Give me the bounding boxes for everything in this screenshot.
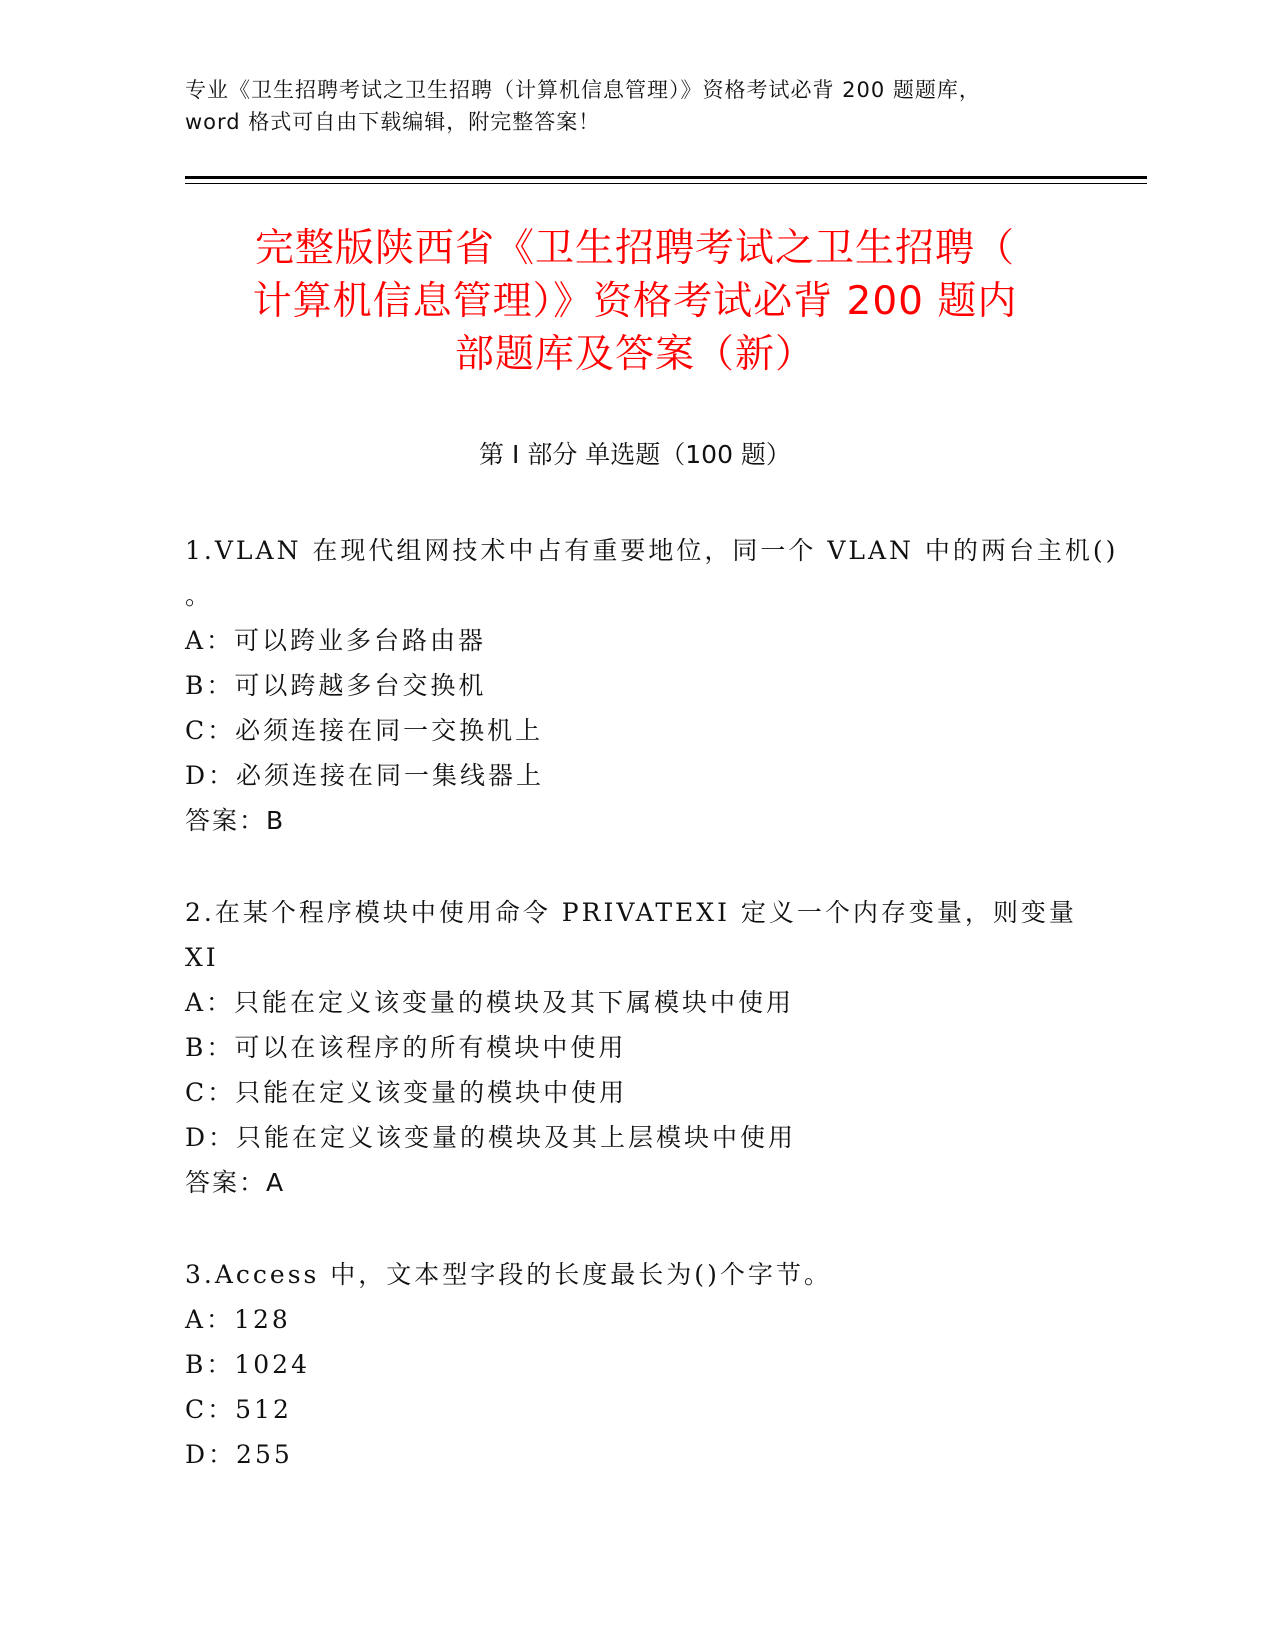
option-a: A：可以跨业多台路由器 — [185, 626, 487, 655]
question-3 — [185, 1252, 1105, 1477]
header-note-line-2: word 格式可自由下载编辑，附完整答案！ — [185, 110, 601, 134]
option-c: C：512 — [185, 1395, 292, 1424]
question-stem: 1.VLAN 在现代组网技术中占有重要地位，同一个 VLAN 中的两台主机() — [185, 536, 1119, 565]
question-stem-continued: XI — [185, 943, 219, 972]
option-b: B：可以跨越多台交换机 — [185, 671, 487, 700]
option-b: B：1024 — [185, 1350, 310, 1379]
answer-line: 答案：B — [185, 806, 286, 835]
option-b: B：可以在该程序的所有模块中使用 — [185, 1033, 627, 1062]
header-divider-thick — [185, 176, 1147, 179]
option-c: C：只能在定义该变量的模块中使用 — [185, 1078, 628, 1107]
answer-line: 答案：A — [185, 1168, 286, 1197]
question-list — [185, 528, 1119, 1524]
question-1 — [185, 528, 1119, 843]
question-stem: 2.在某个程序模块中使用命令 PRIVATEXI 定义一个内存变量，则变量 — [185, 898, 1077, 927]
document-title-line-2: 计算机信息管理）》资格考试必背 200 题内 — [252, 279, 1018, 324]
section-heading: 第 I 部分 单选题（100 题） — [479, 440, 791, 469]
header-divider-thin — [185, 183, 1147, 184]
header-note-line-1: 专业《卫生招聘考试之卫生招聘（计算机信息管理）》资格考试必背 200 题题库， — [185, 78, 981, 102]
option-c: C：必须连接在同一交换机上 — [185, 716, 544, 745]
document-title-line-1: 完整版陕西省《卫生招聘考试之卫生招聘（ — [254, 226, 1015, 271]
option-d: D：必须连接在同一集线器上 — [185, 761, 545, 790]
document-title — [185, 222, 1085, 381]
option-a: A：128 — [185, 1305, 291, 1334]
question-stem: 3.Access 中，文本型字段的长度最长为()个字节。 — [185, 1260, 832, 1289]
document-title-line-3: 部题库及答案（新） — [454, 332, 815, 377]
document-header-note — [185, 74, 1105, 138]
question-2 — [185, 890, 1105, 1205]
option-d: D：只能在定义该变量的模块及其上层模块中使用 — [185, 1123, 797, 1152]
question-stem-continued: 。 — [185, 581, 214, 610]
option-a: A：只能在定义该变量的模块及其下属模块中使用 — [185, 988, 795, 1017]
option-d: D：255 — [185, 1440, 293, 1469]
